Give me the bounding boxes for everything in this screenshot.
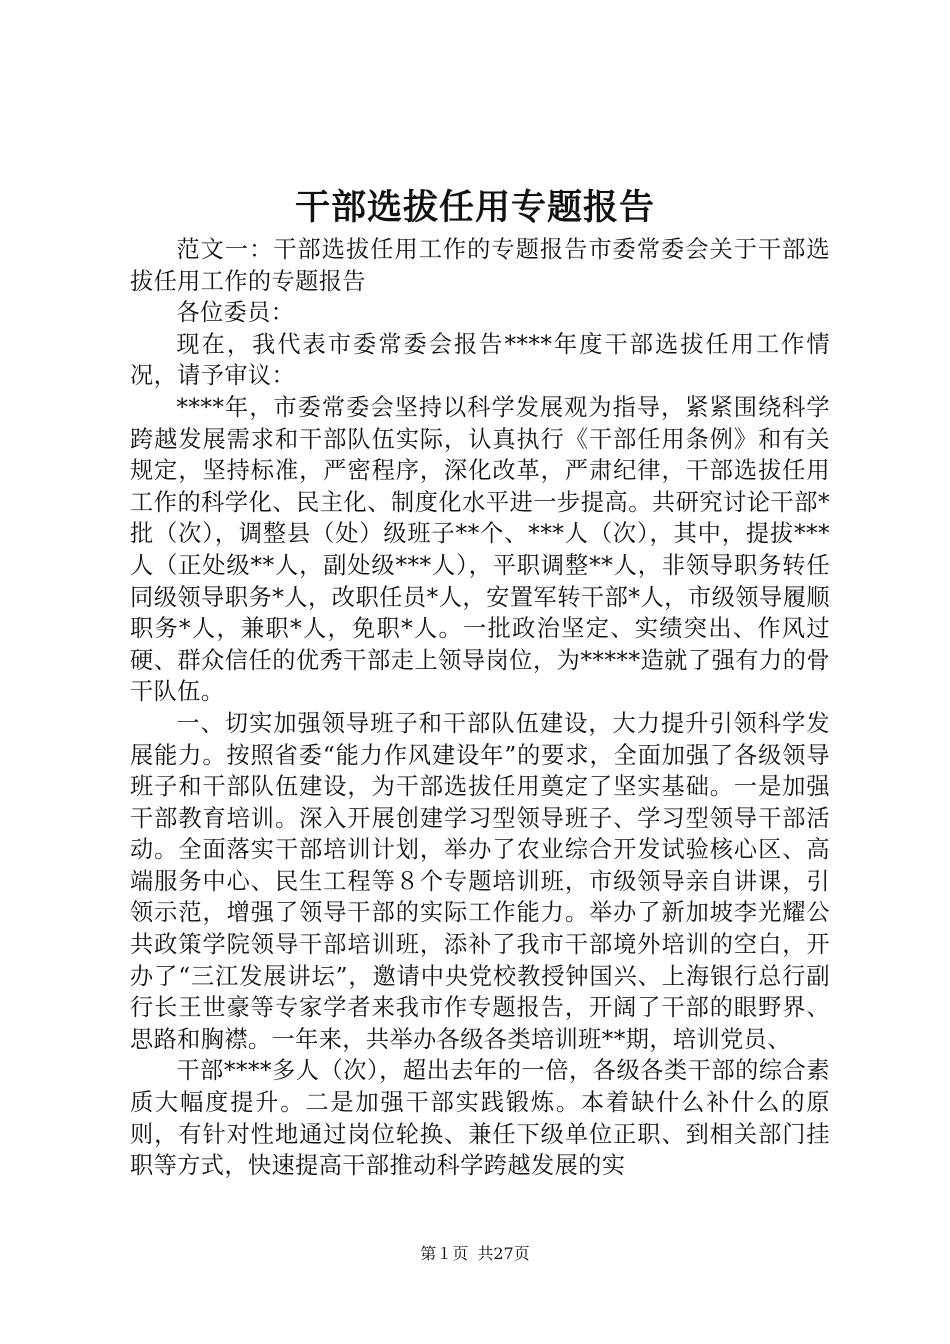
page-number: 第１页	[420, 1244, 469, 1263]
paragraph-salutation: 各位委员：	[176, 299, 295, 327]
paragraph-opening: 现在，我代表市委常委会报告****年度干部选拔任用工作情况，请予审议：	[130, 330, 830, 390]
document-title: 干部选拔任用专题报告	[294, 187, 655, 228]
document-body	[130, 234, 830, 1182]
paragraph-section-one: 一、切实加强领导班子和干部队伍建设，大力提升引领科学发展能力。按照省委“能力作风建设年”的要求，全面加强了各级领导班子和干部队伍建设，为干部选拔任用奠定了坚实基础。一是加强干部教育培训。深入开展创建学习型领导班子、学习型领导干部活动。全面落实干部培训计划，举办了农业综合开发试验核心区、高端服务中心、民生工程等８个专题培训班，市级领导亲自讲课，引领示范，增强了领导干部的实际工作能力。举办了新加坡李光耀公共政策学院领导干部培训班，添补了我市干部境外培训的空白，开办了“三江发展讲坛”，邀请中央党校教授钟国兴、上海银行总行副行长王世豪等专家学者来我市作专题报告，开阔了干部的眼野界、思路和胸襟。一年来，共举办各级各类培训班**期，培训党员、	[130, 709, 830, 1053]
paragraph-intro: 范文一：干部选拔任用工作的专题报告市委常委会关于干部选拔任用工作的专题报告	[130, 236, 830, 295]
page-footer	[0, 1244, 950, 1264]
paragraph-continuation: 干部****多人（次），超出去年的一倍，各级各类干部的综合素质大幅度提升。二是加强干部实践锻炼。本着缺什么补什么的原则，有针对性地通过岗位轮换、兼任下级单位正职、到相关部门挂职等方式，快速提高干部推动科学跨越发展的实	[130, 1057, 830, 1180]
page-total: 共27页	[477, 1244, 530, 1263]
paragraph-summary: ****年，市委常委会坚持以科学发展观为指导，紧紧围绕科学跨越发展需求和干部队伍实际，认真执行《干部任用条例》和有关规定，坚持标准，严密程序，深化改革，严肃纪律，干部选拔任用工作的科学化、民主化、制度化水平进一步提高。共研究讨论干部*批（次），调整县（处）级班子**个、***人（次），其中，提拔***人（正处级**人，副处级***人），平职调整**人，非领导职务转任同级领导职务*人，改职任员*人，安置军转干部*人，市级领导履顺职务*人，兼职*人，免职*人。一批政治坚定、实绩突出、作风过硬、群众信任的优秀干部走上领导岗位，为*****造就了强有力的骨干队伍。	[130, 393, 831, 706]
